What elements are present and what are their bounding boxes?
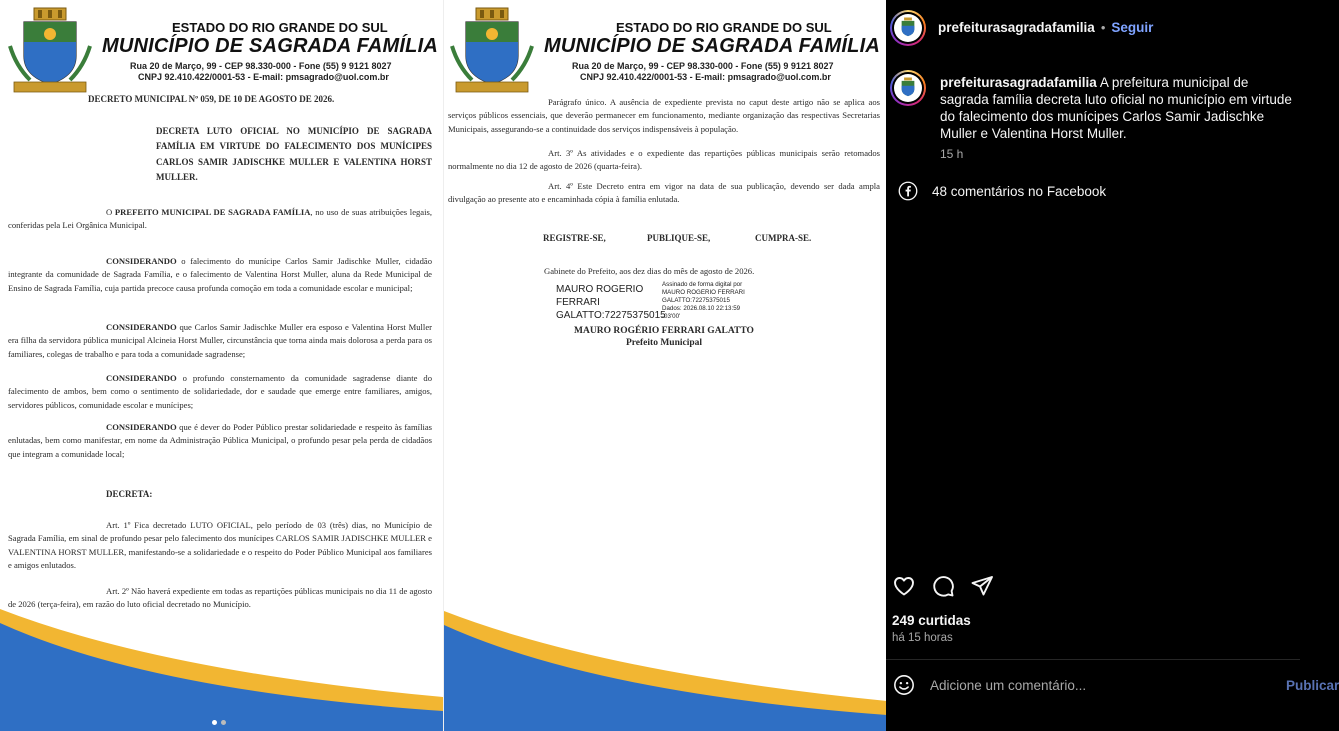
document-page-2 (443, 0, 886, 731)
considerando-3-text: o profundo consternamento da comunidade sagradense diante do falecimento de ambos, bem como o sentimento de solidariedade, dor e saudade que emerge entre familiares, amigos, servidores públicos, comunidade escolar e munícipes; (8, 373, 432, 410)
footer-wave (444, 601, 887, 731)
sig-meta-line-2: MAURO ROGERIO FERRARI (662, 289, 745, 296)
publique-label: PUBLIQUE-SE, (647, 233, 711, 243)
comment-composer (892, 672, 1339, 698)
considerando-label: CONSIDERANDO (106, 256, 177, 266)
like-count[interactable]: 249 curtidas (892, 613, 971, 628)
considerando-1 (8, 255, 432, 295)
crest-icon (8, 6, 92, 96)
post-timestamp: há 15 horas (892, 632, 953, 644)
like-button[interactable] (892, 574, 916, 598)
caption-avatar[interactable] (890, 70, 926, 106)
considerando-2 (8, 321, 432, 361)
digital-signature-meta (662, 281, 745, 321)
sig-name-line-1: MAURO ROGERIO (556, 284, 644, 295)
article-3-text: Art. 3º As atividades e o expediente das repartições públicas municipais serão retomados normalmente no dia 12 de agosto de 2026 (quarta-feira). (448, 148, 880, 172)
letterhead-cnpj: CNPJ 92.410.422/0001-53 - E-mail: pmsagrado@uol.com.br (580, 72, 831, 82)
considerando-3 (8, 372, 432, 412)
emoji-icon (893, 674, 915, 696)
signer-name: MAURO ROGÉRIO FERRARI GALATTO (574, 326, 754, 336)
intro-rest: , no uso de suas atribuições legais, conferidas pela Lei Orgânica Municipal. (8, 207, 432, 231)
letterhead-address: Rua 20 de Março, 99 - CEP 98.330-000 - Fone (55) 9 9121 8027 (130, 61, 392, 71)
follow-button[interactable]: Seguir (1111, 20, 1154, 35)
share-button[interactable] (970, 574, 994, 598)
letterhead-municipality: MUNICÍPIO DE SAGRADA FAMÍLIA (102, 35, 438, 57)
post-panel (886, 0, 1339, 731)
heart-icon (892, 574, 916, 598)
article-3 (448, 147, 880, 174)
letterhead-state: ESTADO DO RIO GRANDE DO SUL (172, 20, 388, 35)
publish-comment-button[interactable]: Publicar (1286, 677, 1339, 693)
considerando-label: CONSIDERANDO (106, 373, 177, 383)
document-page-1 (0, 0, 443, 731)
footer-wave (0, 601, 443, 731)
article-4-text: Art. 4º Este Decreto entra em vigor na data de sua publicação, devendo ser dada ampla divulgação ao presente ato e encaminhada cópia à família enlutada. (448, 181, 880, 205)
letterhead (444, 4, 886, 96)
letterhead-cnpj: CNPJ 92.410.422/0001-53 - E-mail: pmsagrado@uol.com.br (138, 72, 389, 82)
action-bar (892, 574, 994, 598)
considerando-4-text: que é dever do Poder Público prestar solidariedade e respeito às famílias enlutadas, bem como manifestar, em nome da Administração Pública Municipal, o profundo pesar pela perda de cidadãos que integram a comunidade local; (8, 422, 432, 459)
comment-button[interactable] (931, 574, 955, 598)
caption-text: A prefeitura municipal de sagrada família decreta luto oficial no município em virtude do falecimento dos munícipes Carlos Samir Jadischke Muller e Valentina Horst Muller. (940, 75, 1292, 141)
sig-meta-line-3: GALATTO:72275375015 (662, 297, 730, 304)
carousel-dot-2[interactable] (221, 720, 226, 725)
post-caption (940, 74, 1300, 142)
decree-intro (8, 206, 432, 233)
letterhead (0, 4, 443, 96)
comment-icon (931, 574, 955, 598)
avatar[interactable] (890, 10, 926, 46)
post-header (938, 20, 1153, 35)
comment-input[interactable] (930, 678, 1286, 693)
facebook-comments-label: 48 comentários no Facebook (932, 183, 1107, 199)
carousel-dot-1[interactable] (212, 720, 217, 725)
carousel-indicator (212, 720, 226, 725)
letterhead-state: ESTADO DO RIO GRANDE DO SUL (616, 20, 832, 35)
registre-label: REGISTRE-SE, (543, 233, 606, 243)
decree-title: DECRETO MUNICIPAL Nº 059, DE 10 DE AGOSTO DE 2026. (88, 94, 335, 104)
caption-username[interactable]: prefeiturasagradafamilia (940, 75, 1097, 90)
share-icon (970, 574, 994, 598)
paragrafo-unico (448, 96, 880, 136)
cumpra-label: CUMPRA-SE. (755, 233, 812, 243)
intro-bold: PREFEITO MUNICIPAL DE SAGRADA FAMÍLIA (114, 207, 311, 217)
sig-name-line-3: GALATTO:72275375015 (556, 310, 666, 321)
sig-name-line-2: FERRARI (556, 297, 600, 308)
sig-meta-line-5: -03'00' (662, 313, 681, 320)
letterhead-address: Rua 20 de Março, 99 - CEP 98.330-000 - Fone (55) 9 9121 8027 (572, 61, 834, 71)
considerando-label: CONSIDERANDO (106, 322, 177, 332)
crest-icon (450, 6, 534, 96)
article-1 (8, 519, 432, 572)
considerando-label: CONSIDERANDO (106, 422, 177, 432)
considerando-2-text: que Carlos Samir Jadischke Muller era esposo e Valentina Horst Muller era filha da servidora pública municipal Alcineia Horst Muller, circunstância que torna ainda mais dolorosa a perda para os familiares, colegas de trabalho e para toda a comunidade sagradense; (8, 322, 432, 359)
crest-icon (897, 17, 919, 39)
article-4 (448, 180, 880, 207)
decree-summary: DECRETA LUTO OFICIAL NO MUNICÍPIO DE SAGRADA FAMÍLIA EM VIRTUDE DO FALECIMENTO DOS MUNÍCIPES CARLOS SAMIR JADISCHKE MULLER E VALENTINA HORST MULLER. (156, 126, 432, 182)
facebook-comments-row[interactable] (898, 181, 1106, 201)
caption-time: 15 h (940, 147, 964, 161)
emoji-button[interactable] (892, 673, 916, 697)
article-2-text: Art. 2º Não haverá expediente em todas as repartições públicas municipais no dia 11 de agosto de 2026 (terça-feira), em razão do luto oficial decretado no Município. (8, 586, 432, 610)
sig-meta-line-1: Assinado de forma digital por (662, 281, 743, 288)
header-username[interactable]: prefeiturasagradafamilia (938, 20, 1095, 35)
intro-lead: O (106, 207, 113, 217)
considerando-1-text: o falecimento do munícipe Carlos Samir Jadischke Muller, cidadão integrante da comunidade de Sagrada Família, e o falecimento de Valentina Horst Muller, aluna da Rede Municipal de Ensino de Sagrada Família, cuja partida precoce causa profunda comoção em toda a comunidade escolar e municipal; (8, 256, 432, 293)
signer-role: Prefeito Municipal (625, 338, 703, 348)
letterhead-municipality: MUNICÍPIO DE SAGRADA FAMÍLIA (544, 35, 880, 57)
gabinete-line: Gabinete do Prefeito, aos dez dias do mês de agosto de 2026. (544, 266, 755, 276)
header-separator: • (1100, 20, 1106, 35)
considerando-4 (8, 421, 432, 461)
sig-meta-line-4: Dados: 2026.08.10 22:13:59 (662, 305, 741, 312)
article-1-text: Art. 1º Fica decretado LUTO OFICIAL, pelo período de 03 (três) dias, no Município de Sagrada Família, em sinal de profundo pesar pelo falecimento dos munícipes CARLOS SAMIR JADISCHKE MULLER e VALENTINA HORST MULLER, manifestando-se a solidariedade e o respeito do Poder Público Municipal aos familiares e amigos enlutados. (8, 520, 432, 570)
digital-signature-name (556, 283, 666, 322)
divider (886, 659, 1300, 660)
decreta-heading: DECRETA: (106, 489, 153, 499)
facebook-icon (898, 181, 918, 201)
paragrafo-unico-text: Parágrafo único. A ausência de expediente prevista no caput deste artigo não se aplica aos serviços públicos essenciais, que deverão permanecer em funcionamento, mediante organização das respectivas Secretarias Municipais, assegurando-se a continuidade dos serviços indispensáveis à população. (448, 97, 880, 134)
crest-icon (897, 77, 919, 99)
